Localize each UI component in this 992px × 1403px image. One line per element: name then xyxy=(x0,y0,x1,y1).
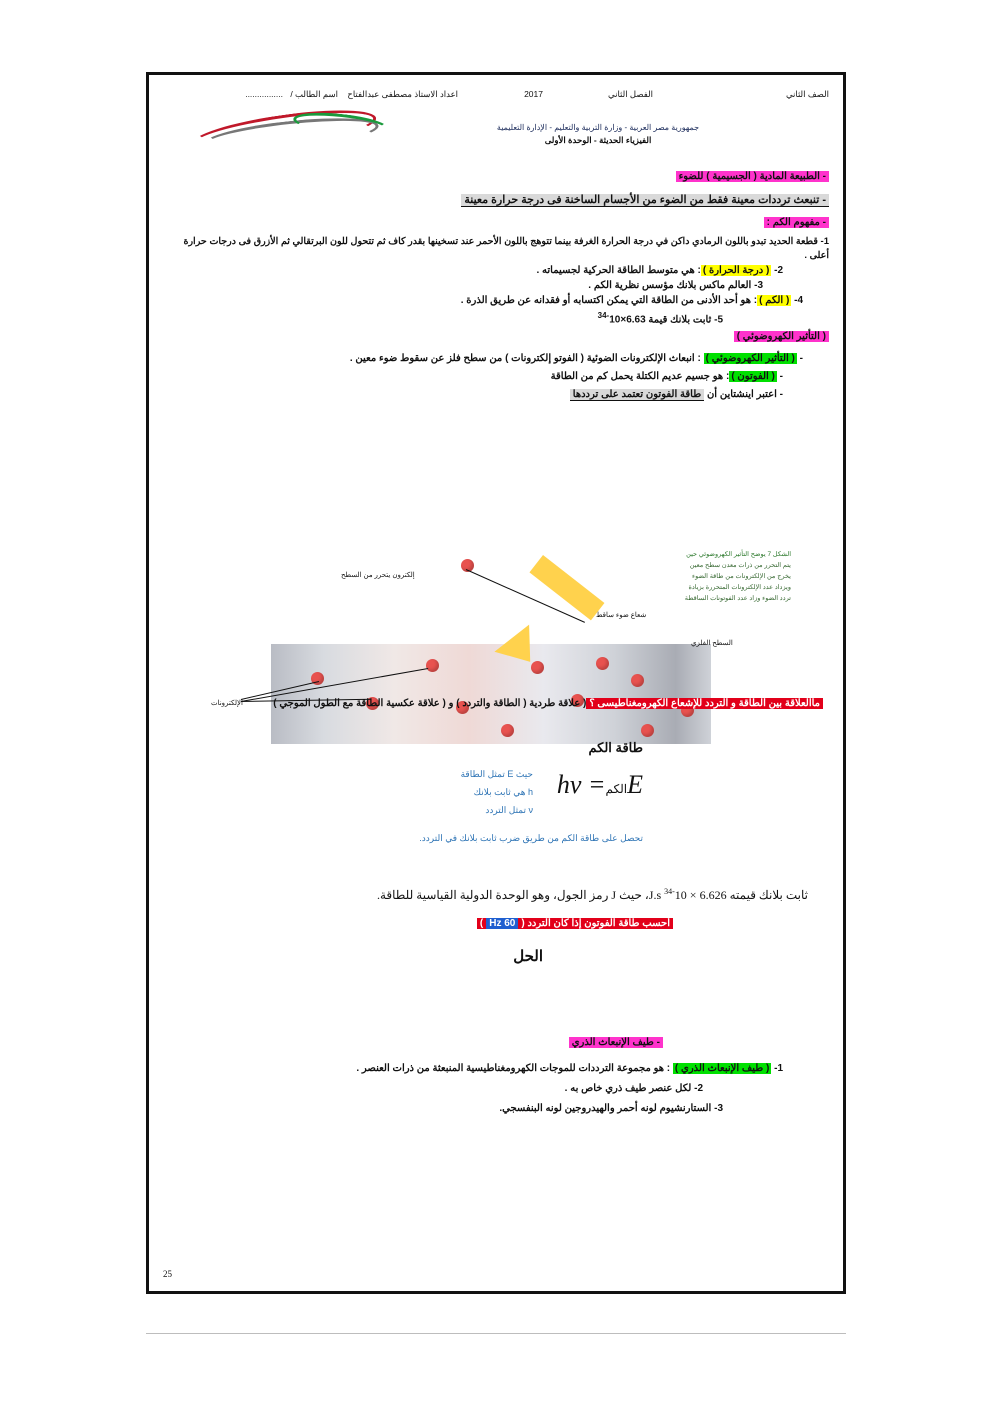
figure-side-note: الشكل 7 يوضح التأثير الكهروضوئي حين يتم التحرر من ذرات معدن سطح معين يخرج من الإلكترونات من طاقة الضوء ويزداد عدد الإلكترونات المتحررة بزيادة تردد الضوء وزاد عدد الفوتونات الساقطة xyxy=(684,551,791,602)
electron-dot xyxy=(426,659,439,672)
figure-label-surface: السطح الفلزي xyxy=(691,640,733,647)
formula-legend-2: h هي ثابت بلانك xyxy=(473,787,533,797)
section2-item-5: 5- ثابت بلانك قيمة $6.63\times 10^{-34}$ xyxy=(597,311,723,326)
section2-title: - مفهوم الكم : xyxy=(764,217,829,228)
question-bar: ماالعلاقة بين الطاقة و التردد للإشعاع الكهرومغناطيسى ؟( علاقة طردية ( الطاقة والتردد ) و ( علاقة عكسية الطاقة مع الطول الموجي ) xyxy=(273,698,823,709)
section1-line: - تنبعث ترددات معينة فقط من الضوء من الأجسام الساخنة فى درجة حرارة معينة xyxy=(461,193,829,206)
electron-dot xyxy=(531,661,544,674)
decorative-banner xyxy=(173,109,813,151)
figure-label-beam: شعاع ضوء ساقط xyxy=(596,612,647,619)
header-student-label: اسم الطالب / xyxy=(290,89,338,99)
energy-formula: Eالكم= hν xyxy=(556,770,643,799)
header-year: 2017 xyxy=(524,89,543,99)
section2-item-3: 3- العالم ماكس بلانك مؤسس نظرية الكم . xyxy=(588,280,763,291)
header-student-value: ................ xyxy=(245,89,283,99)
section4-title: - طيف الإنبعاث الذري xyxy=(569,1037,663,1048)
electron-dot xyxy=(631,674,644,687)
section2-item-4: 4- ( الكم ): هو أحد الأدنى من الطاقة التي يمكن اكتسابه أو فقدانه عن طريق الذرة . xyxy=(460,295,803,306)
light-beam-arrow-body xyxy=(529,555,604,620)
section4-item-2: 2- لكل عنصر طيف ذري خاص به . xyxy=(564,1083,703,1094)
header-class: الصف الثاني xyxy=(785,89,829,99)
section2-item-1: 1- قطعة الحديد تبدو باللون الرمادي داكن في درجة الحرارة الغرفة بينما تتوهج باللون الأحمر عند تسخينها بقدر كاف ثم تتحول للون البرتقالي ثم الأزرق فى درجات حرارة أعلى . xyxy=(183,236,829,261)
page-number: 25 xyxy=(163,1269,172,1279)
section3-title: ( التأثير الكهروضوئي ) xyxy=(734,331,829,342)
formula-title: طاقة الكم xyxy=(588,740,643,755)
photoelectric-effect-figure xyxy=(211,549,791,769)
electron-dot xyxy=(501,724,514,737)
banner-line1: جمهورية مصر العربية - وزارة التربية والتعليم - الإدارة التعليمية xyxy=(496,123,700,132)
formula-note: تحصل على طاقة الكم من طريق ضرب ثابت بلانك في التردد. xyxy=(419,833,643,843)
footer-divider xyxy=(146,1333,846,1334)
header-term: الفصل الثاني xyxy=(608,89,653,99)
formula-legend-3: ν تمثل التردد xyxy=(485,805,533,815)
document-page xyxy=(146,72,846,1294)
section3-item-1: - ( التأثير الكهروضوئي ) : انبعاث الإلكترونات الضوئية ( الفوتو إلكترونات ) من سطح فلز عن سقوط ضوء معين . xyxy=(349,353,803,364)
formula-legend-1: حيث E تمثل الطاقة xyxy=(460,769,533,779)
section2-item-2: 2- ( درجة الحرارة ): هي متوسط الطاقة الحركية لجسيماته . xyxy=(536,265,783,276)
header-prepared-by: اعداد الاستاذ مصطفى عبدالفتاح xyxy=(347,89,458,99)
planck-constant-line: ثابت بلانك قيمته $6.626 \times 10^{-34}$ J.s، حيث J رمز الجول، وهو الوحدة الدولية القياسية للطاقة. xyxy=(376,887,808,902)
section4-item-3: 3- الستارنشيوم لونه أحمر والهيدروجين لونه البنفسجي. xyxy=(499,1103,723,1114)
figure-label-electrons: الإلكترونات xyxy=(211,700,243,707)
section3-item-2: - ( الفوتون ): هو جسيم عديم الكتلة يحمل كم من الطاقة xyxy=(550,371,783,382)
page-header xyxy=(149,89,843,105)
solution-label: الحل xyxy=(513,949,543,965)
electron-dot xyxy=(596,657,609,670)
electron-dot xyxy=(641,724,654,737)
section1-title: - الطبيعة المادية ( الجسيمية ) للضوء xyxy=(676,171,829,182)
section3-item-3: - اعتبر اينشتاين أن طاقة الفوتون تعتمد على ترددها xyxy=(570,389,783,400)
exercise-bar: أحسب طاقة الفوتون إذا كان التردد (60 Hz) xyxy=(477,918,673,929)
banner-line2: الفيزياء الحديثة - الوحدة الأولى xyxy=(544,135,652,145)
section4-item-1: 1- ( طيف الإنبعاث الذري ) : هو مجموعة الترددات للموجات الكهرومغناطيسية المنبعثة من ذرات العنصر . xyxy=(356,1063,783,1074)
figure-label-electron: إلكترون يتحرر من السطح xyxy=(341,572,415,579)
